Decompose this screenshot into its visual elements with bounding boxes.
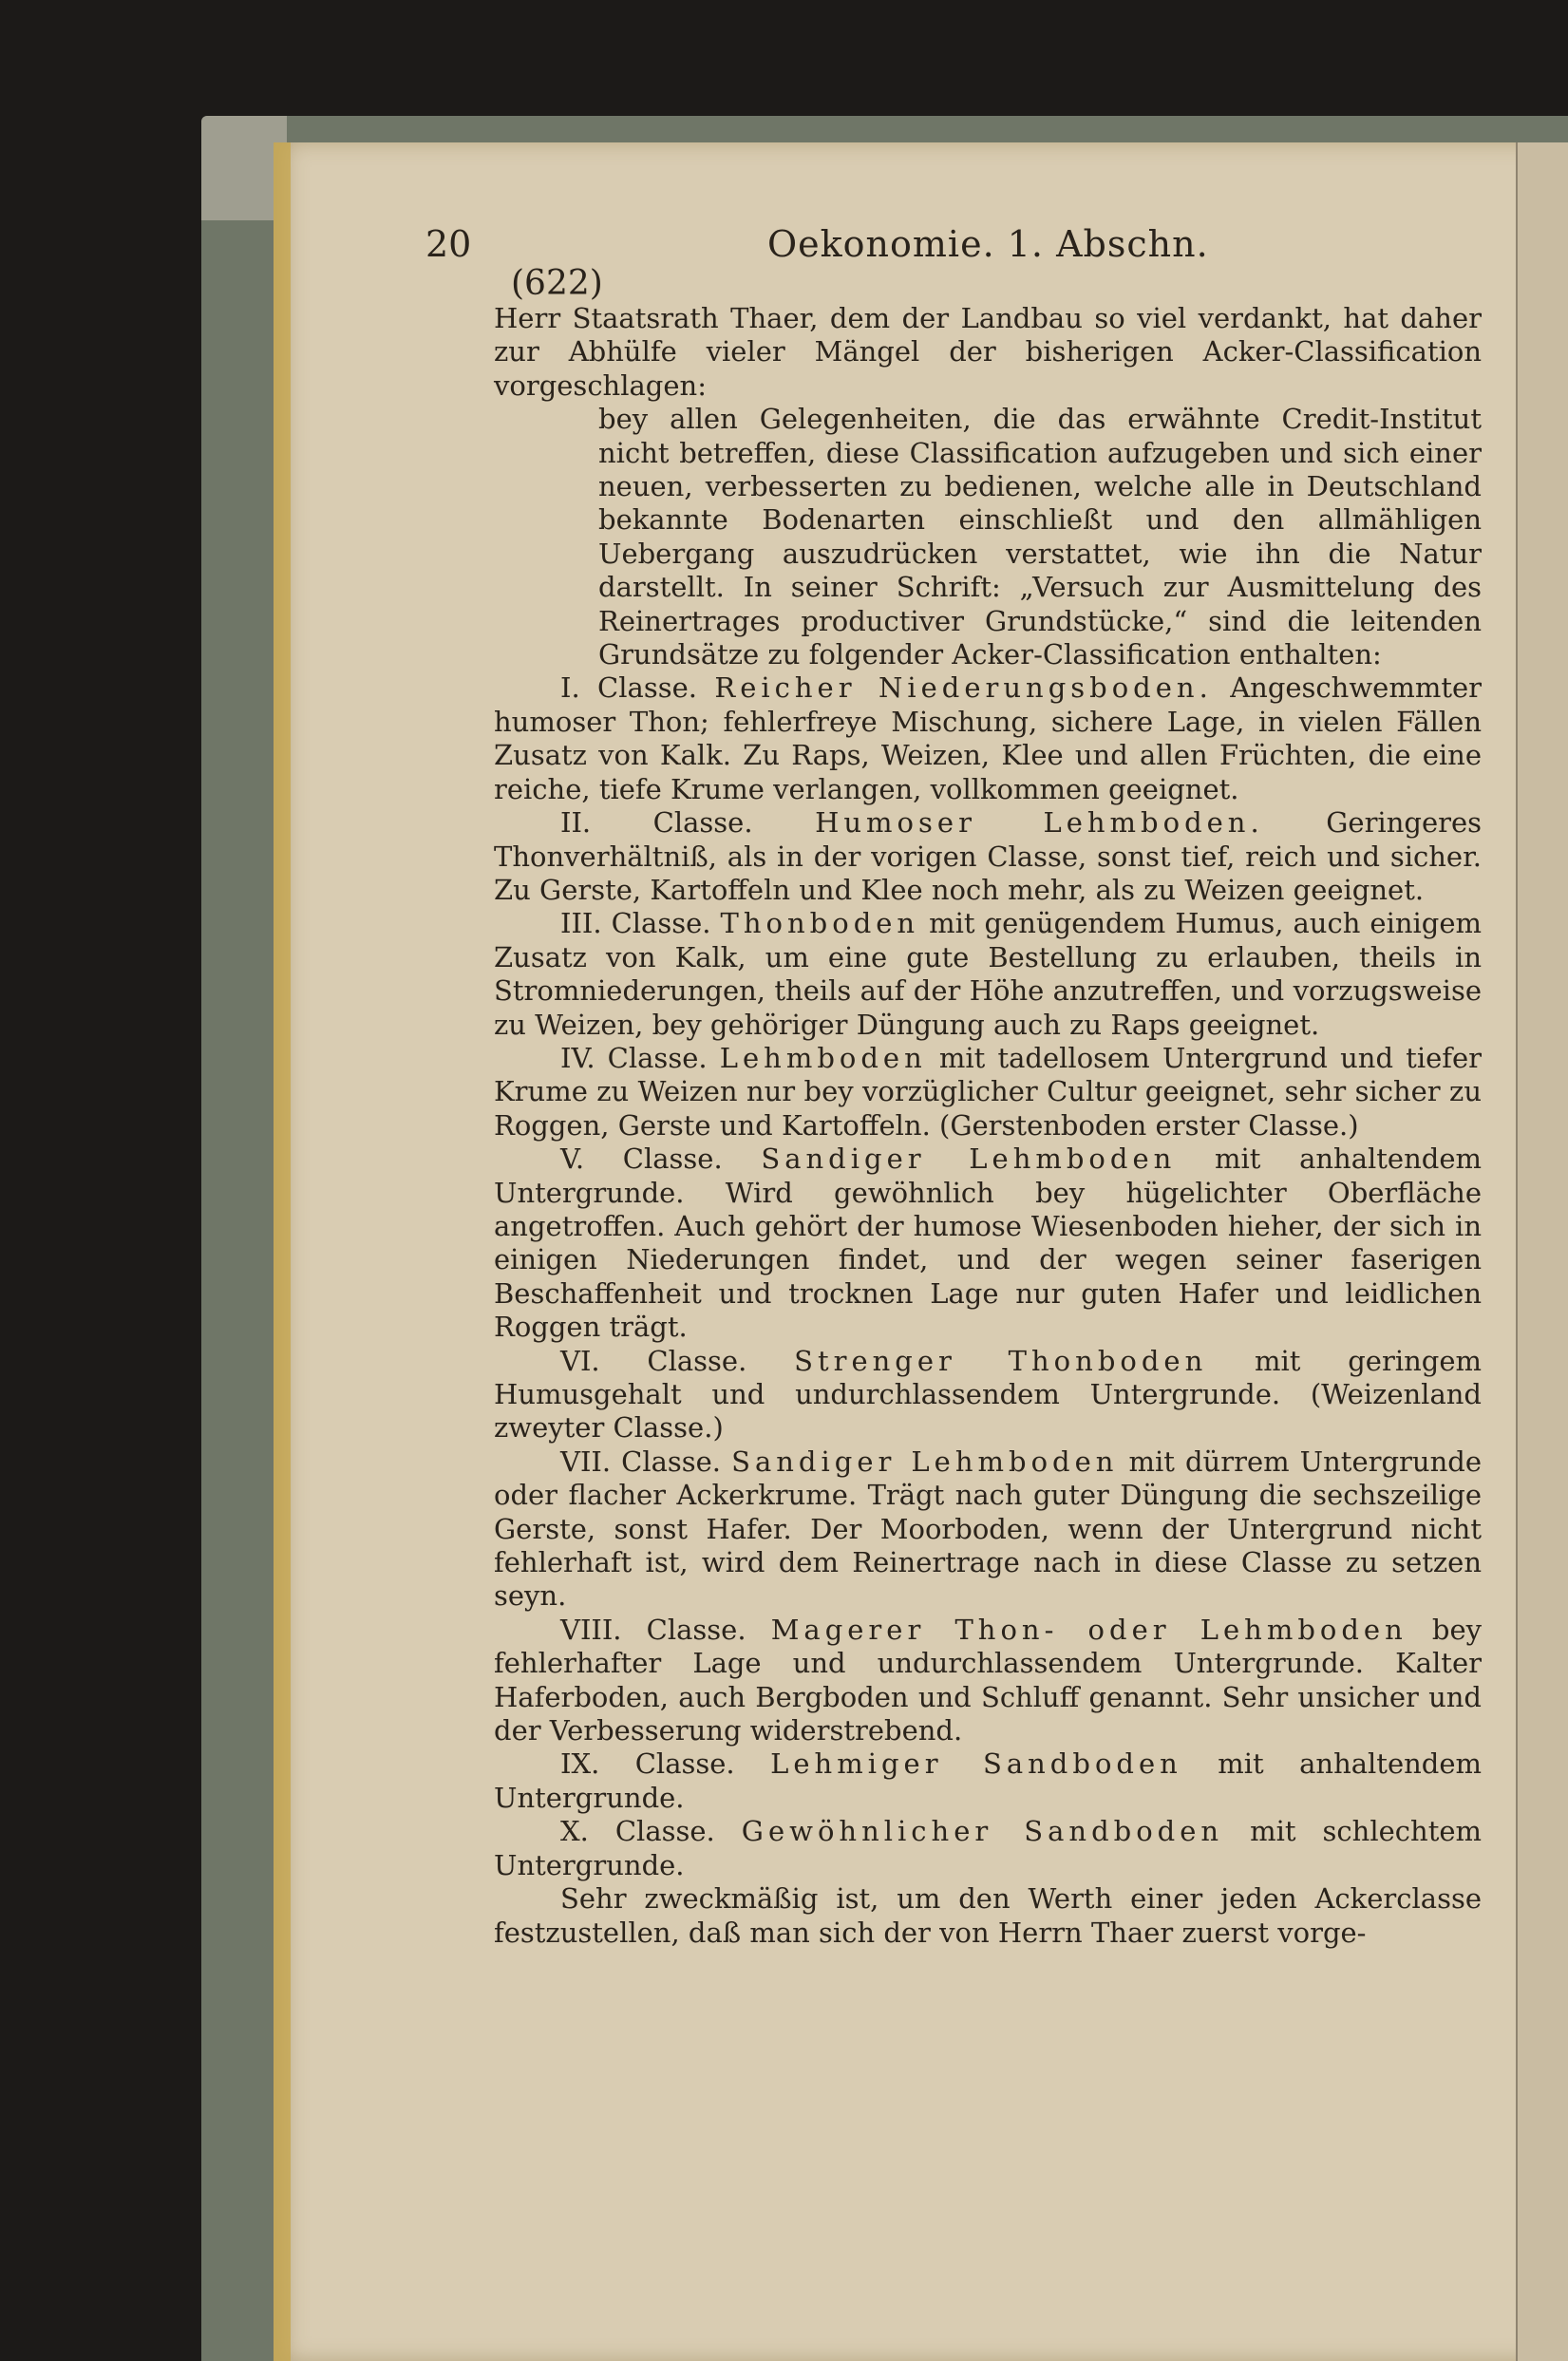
class-title: Sandiger Lehmboden [761,1143,1177,1176]
class-description: mit geringem Humusgehalt und undurchlassendem Untergrunde. (Weizenland zweyter Classe.) [494,1344,1482,1445]
class-number: VIII. Classe. [560,1613,746,1646]
class-number: I. Classe. [560,671,697,705]
closing-paragraph: Sehr zweckmäßig ist, um den Werth einer jeden Ackerclasse festzustellen, daß man sich der von Herrn Thaer zuerst vorge- [494,1882,1482,1949]
class-number: X. Classe. [560,1815,715,1848]
class-entry [494,671,1482,806]
class-entry [494,1143,1482,1344]
class-description: mit anhaltendem Untergrunde. Wird gewöhnlich bey hügelichter Oberfläche angetroffen. Auch gehört der humose Wiesenboden hieher, der sich in einigen Niederungen findet, und der wegen seiner faserigen Beschaffenheit und trocknen Lage nur guten Hafer und leidlichen Roggen trägt. [494,1143,1482,1344]
class-description: Angeschwemmter humoser Thon; fehlerfreye Mischung, sichere Lage, in vielen Fällen Zusatz von Kalk. Zu Raps, Weizen, Klee und allen Früchten, die eine reiche, tiefe Krume verlangen, vollkommen geeignet. [494,671,1483,805]
page-body [494,302,1482,1950]
class-description: mit dürrem Untergrunde oder flacher Ackerkrume. Trägt nach guter Düngung die sechszeilige Gerste, sonst Hafer. Der Moorboden, wenn der Untergrund nicht fehlerhaft ist, wird dem Reinertrage nach in diese Classe zu setzen seyn. [494,1445,1482,1613]
class-entry [494,1445,1482,1614]
class-title: Sandiger Lehmboden [731,1445,1119,1478]
class-number: II. Classe. [560,806,753,840]
class-entry [494,1042,1482,1143]
intro-paragraph: Herr Staatsrath Thaer, dem der Landbau so viel verdankt, hat daher zur Abhülfe vieler Mängel der bisherigen Acker-Classification vorgeschlagen: [494,302,1482,402]
page-number: 20 [425,223,472,265]
class-title: Gewöhnlicher Sandboden [741,1815,1224,1848]
class-title: Thonboden [720,907,920,940]
class-title: Reicher Niederungsboden. [714,671,1213,705]
class-number: VII. Classe. [560,1445,722,1478]
class-number: VI. Classe. [560,1344,747,1377]
class-description: mit tadellosem Untergrund und tiefer Krume zu Weizen nur bey vorzüglicher Cultur geeignet, sehr sicher zu Roggen, Gerste und Kartoffeln. (Gerstenboden erster Classe.) [494,1041,1483,1142]
class-number: IX. Classe. [560,1747,735,1781]
class-number: V. Classe. [560,1143,723,1176]
page-header [425,223,1489,267]
section-number: (622) [511,264,603,303]
class-description: mit schlechtem Untergrunde. [494,1815,1483,1881]
class-entry [494,907,1482,1042]
class-description: Geringeres Thonverhältniß, als in der vorigen Classe, sonst tief, reich und sicher. Zu Gerste, Kartoffeln und Klee noch mehr, als zu Weizen geeignet. [494,806,1483,906]
class-title: Strenger Thonboden [794,1344,1208,1377]
class-entry [494,1747,1482,1815]
class-title: Lehmiger Sandboden [770,1747,1182,1781]
proposal-paragraph: bey allen Gelegenheiten, die das erwähnte Credit-Institut nicht betreffen, diese Classification aufzugeben und sich einer neuen, verbesserten zu bedienen, welche alle in Deutschland bekannte Bodenarten einschließt und den allmähligen Uebergang auszudrücken verstattet, wie ihn die Natur darstellt. In seiner Schrift: „Versuch zur Ausmittelung des Reinertrages productiver Grundstücke,“ sind die leitenden Grundsätze zu folgender Acker-Classification enthalten: [598,403,1482,671]
class-entry [494,1815,1482,1882]
class-title: Humoser Lehmboden. [815,806,1264,840]
class-number: III. Classe. [560,907,711,940]
class-description: mit genügendem Humus, auch einigem Zusatz von Kalk, um eine gute Bestellung zu erlauben, theils in Stromniederungen, theils auf der Höhe anzutreffen, und vorzugsweise zu Weizen, bey gehöriger Düngung auch zu Raps geeignet. [494,907,1483,1041]
classification-list [494,671,1482,1882]
class-description: bey fehlerhafter Lage und undurchlassendem Untergrunde. Kalter Haferboden, auch Bergboden und Schluff genannt. Sehr unsicher und der Verbesserung widerstrebend. [494,1613,1483,1747]
class-entry [494,1345,1482,1445]
class-description: mit anhaltendem Untergrunde. [494,1747,1483,1814]
page-gutter [274,142,291,2361]
class-entry [494,1614,1482,1748]
class-entry [494,806,1482,907]
running-title: Oekonomie. 1. Abschn. [767,223,1209,265]
page-stack-edge [1516,142,1568,2361]
class-title: Magerer Thon- oder Lehmboden [770,1613,1407,1646]
class-number: IV. Classe. [560,1041,708,1074]
class-title: Lehmboden [719,1041,927,1074]
